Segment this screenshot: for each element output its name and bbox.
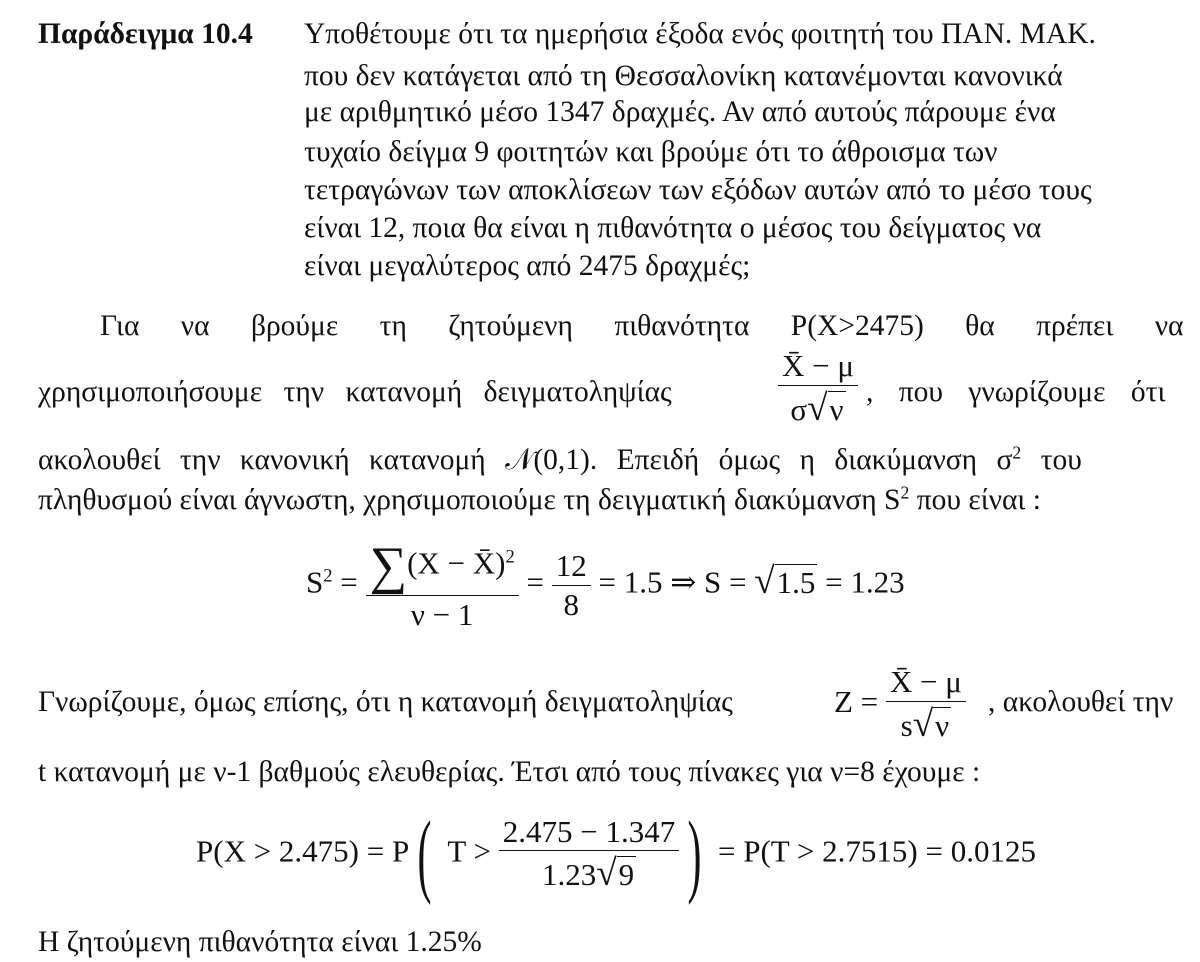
conclusion: Η ζητούμενη πιθανότητα είναι 1.25% [38,926,482,958]
example-line-2: που δεν κατάγεται από τη Θεσσαλονίκη κατανέμονται κανονικά [304,62,1063,92]
example-line-1: Υποθέτουμε ότι τα ημερήσια έξοδα ενός φοιτητή του ΠΑΝ. ΜΑΚ. [304,20,1096,50]
solution-line-6: t κατανομή με ν-1 βαθμούς ελευθερίας. Έτσι από τους πίνακες για ν=8 έχουμε : [38,756,981,788]
solution-line-5-start: Γνωρίζουμε, όμως επίσης, ότι η κατανομή δειγματοληψίας [38,686,733,718]
variance-equation: $S^2$ = $\frac{\sum(X - X̄)^2}{\nu - 1}$ = $\frac{12}{8}$ = 1.5 ⇒ S = √1.5 = 1.23 [306,537,905,632]
example-line-3: με αριθμητικό μέσο 1347 δραχμές. Αν από αυτούς πάρουμε ένα [304,98,1056,128]
solution-line-1: Για να βρούμε τη ζητούμενη πιθανότητα P(X>2475) θα πρέπει να [100,310,1184,342]
example-line-7: είναι μεγαλύτερος από 2475 δραχμές; [304,250,751,282]
example-line-6: είναι 12, ποια θα είναι η πιθανότητα ο μέσος του δείγματος να [304,214,1042,244]
z-statistic: Z = $\frac{X̄ - \mu}{s√\nu}$ [834,666,966,744]
sampling-fraction-sigma [778,350,858,428]
solution-line-2-end: , που γνωρίζουμε ότι [866,376,1166,408]
fraction-numerator: X̄ − μ [778,350,858,386]
probability-equation: P(X > 2.475) = P( T > $\frac{2.475 - 1.347}{1.23√9}$ ) = P(T > 2.7515) = 0.0125 [196,803,1036,906]
fraction-denominator: σ√ν [790,387,844,429]
solution-line-3: ακολουθεί την κανονική κατανομή 𝒩(0,1). Επειδή όμως η διακύμανση $\sigma^2$ του [38,442,1082,476]
example-label: Παράδειγμα 10.4 [38,18,253,50]
solution-line-5-end: , ακολουθεί την [988,686,1174,718]
solution-line-2-start: χρησιμοποιήσουμε την κατανομή δειγματοληψίας [38,376,672,408]
example-line-5: τετραγώνων των αποκλίσεων των εξόδων αυτών από το μέσο τους [304,174,1092,206]
solution-line-4: πληθυσμού είναι άγνωστη, χρησιμοποιούμε τη δειγματική διακύμανση $S^2$ που είναι : [38,482,1041,516]
example-line-4: τυχαίο δείγμα 9 φοιτητών και βρούμε ότι το άθροισμα των [304,138,998,168]
